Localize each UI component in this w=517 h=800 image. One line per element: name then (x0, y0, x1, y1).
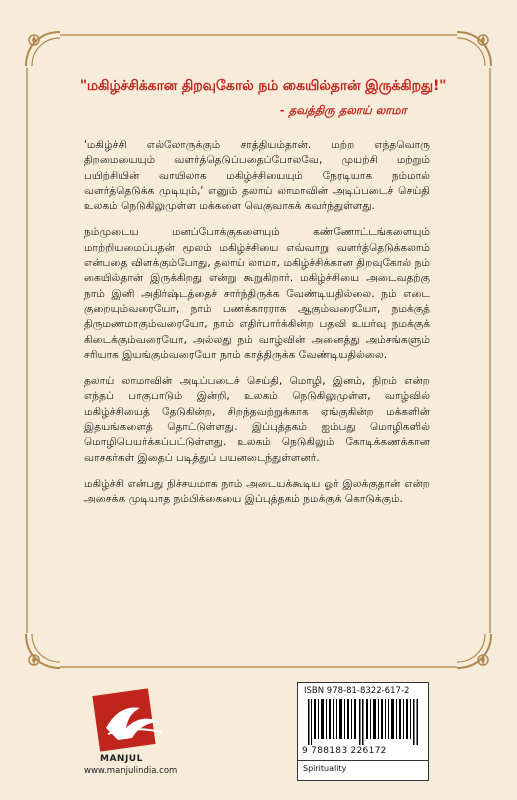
manjul-logo-icon (88, 688, 178, 754)
headline-quote: "மகிழ்ச்சிக்கான திறவுகோல் நம் கையில்தான் இருக்கிறது!" (79, 78, 447, 94)
blurb-paragraph: மகிழ்ச்சி என்பது நிச்சயமாக நாம் அடையக்கூடிய ஓர் இலக்குதான் என்ற அசைக்க முடியாத நம்பிக்கையை இப்புத்தகம் நமக்குக் கொடுக்கும். (84, 477, 430, 506)
frame-top-line (60, 34, 457, 36)
publisher-name: MANJUL (100, 754, 143, 764)
barcode-number: 9 788183 226172 (302, 746, 387, 756)
frame-right-line (489, 68, 491, 633)
barcode-box (297, 682, 429, 781)
ornament-bottom-right-icon (453, 630, 495, 672)
blurb-paragraph: 'மகிழ்ச்சி எல்லோருக்கும் சாத்தியம்தான். மற்ற எந்தவொரு திறமையையும் வளர்த்தெடுப்பதைப்போலவே, முயற்சி மற்றும் பயிற்சியின் வாயிலாக மகிழ்ச்சியையும் நேரடியாக நம்மால் வளர்த்தெடுக்க முடியும்,' எனும் தலாய் லாமாவின் அடிப்படைச் செய்தி உலகம் நெடுகிலுமுள்ள மக்களை வெகுவாகக் கவர்ந்துள்ளது. (84, 139, 430, 213)
blurb-paragraph: நம்முடைய மனப்போக்குகளையும் கண்ணோட்டங்களையும் மாற்றியமைப்பதன் மூலம் மகிழ்ச்சியை எவ்வாறு வளர்த்தெடுக்கலாம் என்பதை விளக்கும்போது, தலாய் லாமா, மகிழ்ச்சிக்கான திறவுகோல் நம் கையில்தான் இருக்கிறது என்று கூறுகிறார். மகிழ்ச்சியை அடைவதற்கு நாம் இனி அதிர்ஷ்டத்தைச் சார்ந்திருக்க வேண்டியதில்லை. நம் எடை குறையும்வரையோ, நாம் பணக்காரராக ஆகும்வரையோ, நமக்குத் திருமணமாகும்வரையோ, நாம் எதிர்பார்க்கின்ற பதவி உயர்வு நமக்குக் கிடைக்கும்வரையோ, அல்லது நம் வாழ்வின் அனைத்து அம்சங்களும் சரியாக இயங்கும்வரையோ நாம் காத்திருக்க வேண்டியதில்லை. (84, 226, 430, 361)
ornament-top-right-icon (453, 28, 495, 70)
ornament-bottom-left-icon (22, 630, 64, 672)
barcode-icon (308, 699, 420, 745)
barcode-divider (298, 760, 428, 761)
frame-bottom-line (60, 666, 457, 668)
frame-left-line (26, 68, 28, 633)
blurb-body (84, 138, 430, 519)
category-label: Spirituality (303, 764, 347, 773)
isbn-label: ISBN 978-81-8322-617-2 (304, 686, 410, 696)
publisher-website: www.manjulindia.com (84, 766, 178, 776)
quote-attribution: - தவத்திரு தலாய் லாமா (280, 103, 407, 117)
blurb-paragraph: தலாய் லாமாவின் அடிப்படைச் செய்தி, மொழி, இனம், நிறம் என்ற எந்தப் பாகுபாடும் இன்றி, உலகம் நெடுகிலுமுள்ள, வாழ்வில் மகிழ்ச்சியைத் தேடுகின்ற, சிறந்தவற்றுக்காக ஏங்குகின்ற மக்களின் இதயங்களைத் தொட்டுள்ளது. இப்புத்தகம் ஐம்பது மொழிகளில் மொழிபெயர்க்கப்பட்டுள்ளது. உலகம் நெடுகிலும் கோடிக்கணக்கான வாசகர்கள் இதைப் படித்துப் பயனடைந்துள்ளனர். (84, 375, 430, 464)
ornament-top-left-icon (22, 28, 64, 70)
